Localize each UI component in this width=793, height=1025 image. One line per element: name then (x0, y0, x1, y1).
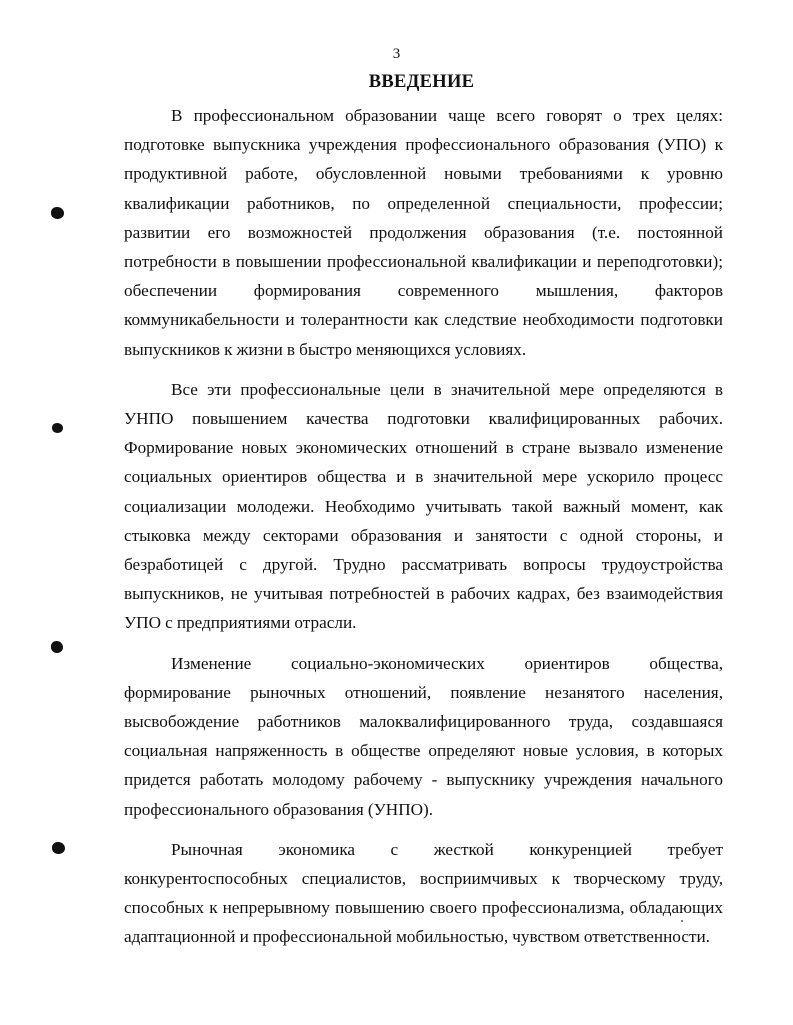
document-body (124, 101, 723, 963)
paragraph: Изменение социально-экономических ориентиров общества, формирование рыночных отношений, появление незанятого населения, высвобождение работников малоквалифицированного труда, создавшаяся социальная напряженность в обществе определяют новые условия, в которых придется работать молодому рабочему - выпускнику учреждения начального профессионального образования (УНПО). (124, 653, 723, 819)
paragraph: Все эти профессиональные цели в значительной мере определяются в УНПО повышением качества подготовки квалифицированных рабочих. Формирование новых экономических отношений в стране вызвало изменение социальных ориентиров общества и в значительной мере ускорило процесс социализации молодежи. Необходимо учитывать такой важный момент, как стыковка между секторами образования и занятости с одной стороны, и безработицей с другой. Трудно рассматривать вопросы трудоустройства выпускников, не учитывая потребностей в рабочих кадрах, без взаимодействия УПО с предприятиями отрасли. (124, 379, 723, 633)
paragraph: Рыночная экономика с жесткой конкуренцией требует конкурентоспособных специалистов, восприимчивых к творческому труду, способных к непрерывному повышению своего профессионализма, обладающих адаптационной и профессиональной мобильностью, чувством ответственности. (124, 839, 723, 947)
page-title: ВВЕДЕНИЕ (368, 72, 475, 92)
binding-hole-mark (51, 641, 63, 653)
binding-hole-mark (52, 842, 65, 854)
binding-hole-mark (52, 423, 63, 433)
scan-speck (681, 920, 683, 922)
paragraph: В профессиональном образовании чаще всего говорят о трех целях: подготовке выпускника учреждения профессионального образования (УПО) к продуктивной работе, обусловленной новыми требованиями к уровню квалификации работников, по определенной специальности, профессии; развитии его возможностей продолжения образования (т.е. постоянной потребности в повышении профессиональной квалификации и переподготовки); обеспечении формирования современного мышления, факторов коммуникабельности и толерантности как следствие необходимости подготовки выпускников к жизни в быстро меняющихся условиях. (124, 106, 723, 359)
page-number: 3 (392, 46, 401, 62)
binding-hole-mark (51, 207, 64, 219)
